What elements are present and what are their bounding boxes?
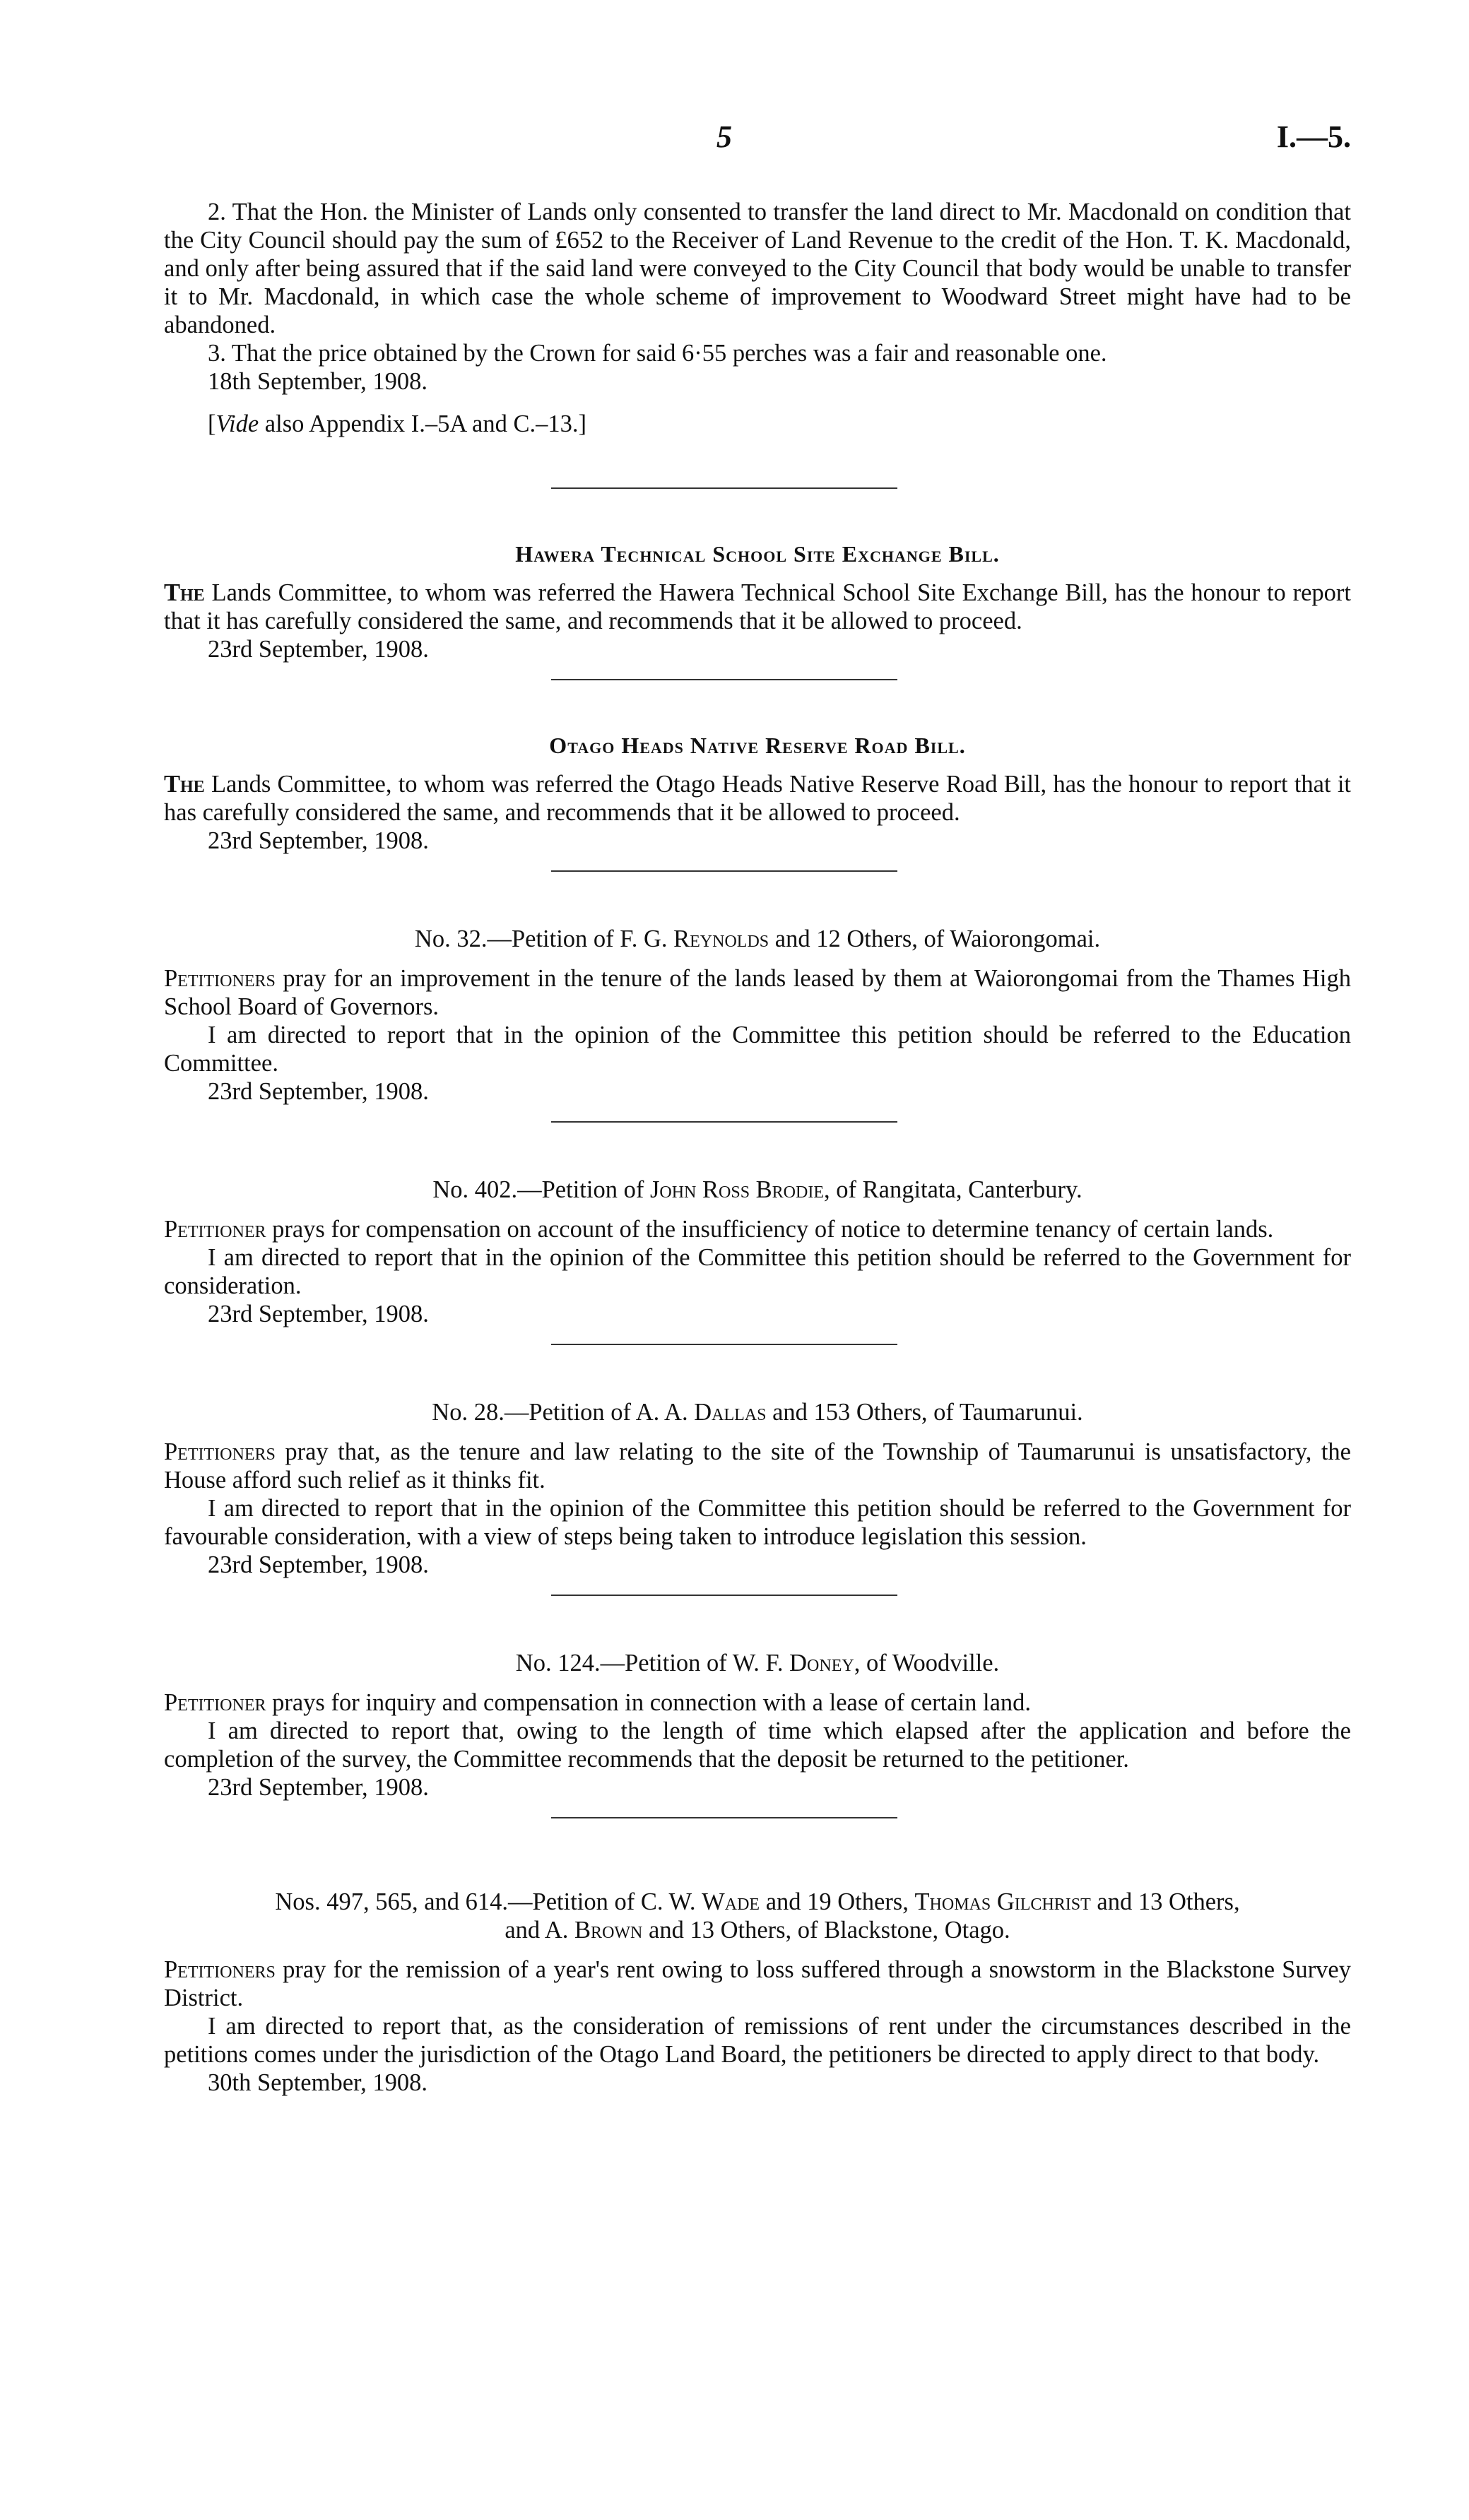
section-divider [551, 1817, 897, 1818]
otago-heads-bill-title: Otago Heads Native Reserve Road Bill. [549, 733, 966, 758]
hawera-bill-title: Hawera Technical School Site Exchange Bill. [515, 541, 1000, 567]
petition-402-report: I am directed to report that in the opinion of the Committee this petition should be referred to the Government for consideration. [164, 1244, 1351, 1299]
petition-124-prayer: Petitioner prays for inquiry and compensation in connection with a lease of certain land. [164, 1689, 1032, 1716]
section-divider [551, 487, 897, 489]
section-date: 18th September, 1908. [208, 368, 427, 395]
petition-28-heading: No. 28.—Petition of A. A. Dallas and 153 Others, of Taumarunui. [432, 1399, 1083, 1426]
petition-124-date: 23rd September, 1908. [208, 1774, 429, 1801]
petition-402-section [164, 1176, 1351, 1328]
document-page [164, 0, 1351, 2097]
petition-402-prayer: Petitioner prays for compensation on account of the insufficiency of notice to determine tenancy of certain lands. [164, 1216, 1274, 1243]
petition-497-report: I am directed to report that, as the consideration of remissions of rent under the circumstances described in the petitions comes under the jurisdiction of the Otago Land Board, the petitioners be directed to apply direct to that body. [164, 2013, 1351, 2068]
page-number: 5 [716, 119, 732, 154]
otago-heads-bill-section [164, 733, 1351, 855]
section-divider [551, 870, 897, 872]
petition-28-report: I am directed to report that in the opinion of the Committee this petition should be referred to the Government for favourable consideration, with a view of steps being taken to introduce legislation this session. [164, 1495, 1351, 1550]
petition-32-section [164, 925, 1351, 1106]
petition-124-report: I am directed to report that, owing to the length of time which elapsed after the application and before the completion of the survey, the Committee recommends that the deposit be returned to the petitioner. [164, 1717, 1351, 1773]
document-reference: I.—5. [1276, 119, 1351, 154]
section-divider [551, 1121, 897, 1123]
petition-124-section [164, 1650, 1351, 1802]
petition-497-date: 30th September, 1908. [208, 2069, 427, 2096]
petition-28-date: 23rd September, 1908. [208, 1551, 429, 1578]
section-divider [551, 679, 897, 680]
section-divider [551, 1344, 897, 1345]
woodward-street-section [164, 198, 1351, 438]
petition-32-prayer: Petitioners pray for an improvement in the tenure of the lands leased by them at Waiorongomai from the Thames High School Board of Governors. [164, 965, 1351, 1020]
hawera-bill-report: The Lands Committee, to whom was referred the Hawera Technical School Site Exchange Bill, has the honour to report that it has carefully considered the same, and recommends that it be allowed to proceed. [164, 579, 1351, 634]
petition-28-prayer: Petitioners pray that, as the tenure and law relating to the site of the Township of Taumarunui is unsatisfactory, the House afford such relief as it thinks fit. [164, 1438, 1351, 1493]
hawera-bill-date: 23rd September, 1908. [208, 636, 429, 663]
paragraph-3: 3. That the price obtained by the Crown for said 6·55 perches was a fair and reasonable one. [208, 340, 1107, 367]
section-divider [551, 1595, 897, 1596]
petition-402-heading: No. 402.—Petition of John Ross Brodie, of Rangitata, Canterbury. [432, 1176, 1082, 1203]
petition-497-section [164, 1888, 1351, 2097]
vide-reference: [Vide also Appendix I.–5A and C.–13.] [208, 410, 586, 437]
petition-124-heading: No. 124.—Petition of W. F. Doney, of Woodville. [515, 1650, 1000, 1676]
otago-heads-bill-date: 23rd September, 1908. [208, 827, 429, 854]
petition-497-prayer: Petitioners pray for the remission of a year's rent owing to loss suffered through a snowstorm in the Blackstone Survey District. [164, 1956, 1351, 2011]
hawera-bill-section [164, 541, 1351, 663]
petition-402-date: 23rd September, 1908. [208, 1301, 429, 1327]
petition-497-heading: Nos. 497, 565, and 614.—Petition of C. W. Wade and 19 Others, Thomas Gilchrist and 13 Others, and A. Brown and 13 Others, of Blackstone, Otago. [275, 1888, 1240, 1944]
paragraph-2: 2. That the Hon. the Minister of Lands only consented to transfer the land direct to Mr. Macdonald on condition that the City Council should pay the sum of £652 to the Receiver of Land Revenue to the credit of the Hon. T. K. Macdonald, and only after being assured that if the said land were conveyed to the City Council that body would be unable to transfer it to Mr. Macdonald, in which case the whole scheme of improvement to Woodward Street might have had to be abandoned. [164, 199, 1351, 338]
petition-28-section [164, 1399, 1351, 1579]
petition-32-date: 23rd September, 1908. [208, 1078, 429, 1105]
petition-32-heading: No. 32.—Petition of F. G. Reynolds and 12 Others, of Waiorongomai. [414, 925, 1101, 952]
page-header [164, 0, 1351, 184]
otago-heads-bill-report: The Lands Committee, to whom was referred the Otago Heads Native Reserve Road Bill, has the honour to report that it has carefully considered the same, and recommends that it be allowed to proceed. [164, 771, 1351, 826]
petition-32-report: I am directed to report that in the opinion of the Committee this petition should be referred to the Education Committee. [164, 1022, 1351, 1077]
